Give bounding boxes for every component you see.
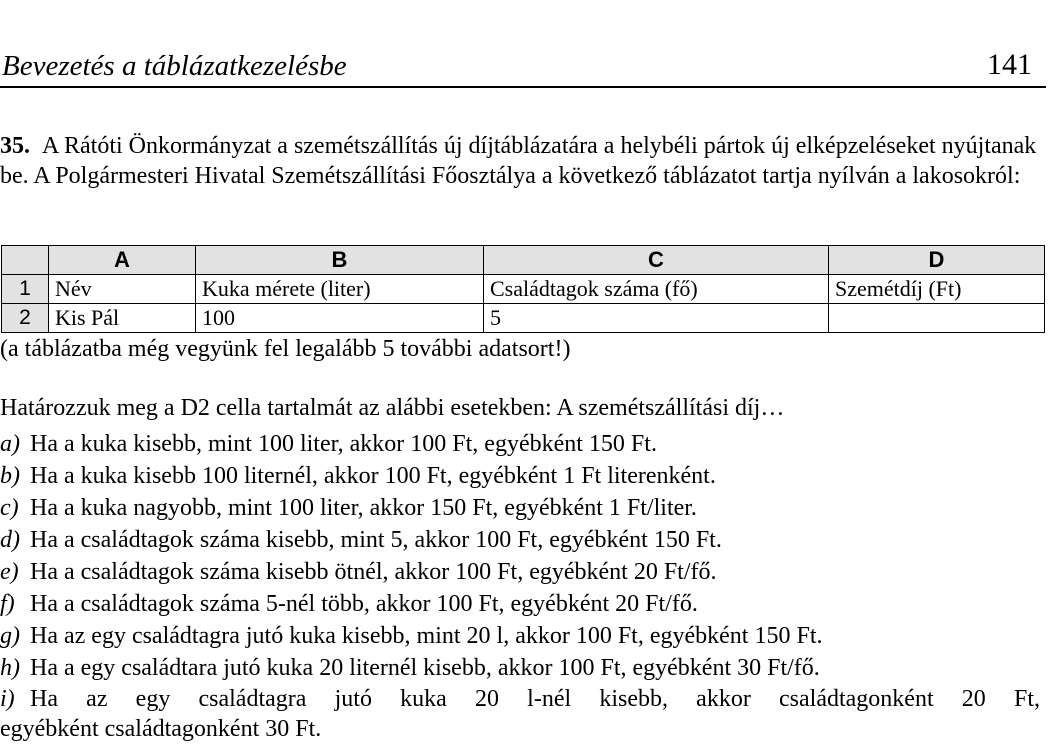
exercise-intro-text: A Rátóti Önkormányzat a szemétszállítás új díjtáblázatára a helybéli pártok új elképzeléseket nyújtanak be. A Polgármesteri Hivatal Szemétszállítási Főosztálya a következő táblázatot tartja nyílván a lakosokról: [0, 133, 1037, 189]
item-letter: a) [0, 431, 20, 457]
exercise-intro [0, 131, 1040, 191]
table-row [2, 304, 1045, 333]
column-header-row [2, 246, 1045, 275]
table-cell: Név [49, 275, 196, 304]
table-cell: 5 [484, 304, 829, 333]
list-item [0, 556, 1040, 588]
item-text: Ha a családtagok száma kisebb, mint 5, akkor 100 Ft, egyébként 150 Ft. [30, 527, 722, 553]
table-row [2, 275, 1045, 304]
item-letter: f) [0, 591, 15, 617]
item-letter: b) [0, 463, 20, 489]
list-item [0, 652, 1040, 684]
item-letter: e) [0, 559, 19, 585]
list-item [0, 620, 1040, 652]
page-number: 141 [987, 48, 1032, 81]
item-text: Ha a családtagok száma 5-nél több, akkor 100 Ft, egyébként 20 Ft/fő. [30, 591, 698, 617]
exercise-number: 35. [0, 133, 30, 159]
list-item [0, 588, 1040, 620]
table-cell: Családtagok száma (fő) [484, 275, 829, 304]
spreadsheet-table [1, 245, 1045, 333]
item-letter: d) [0, 527, 20, 553]
row-header: 1 [2, 275, 49, 304]
item-letter: i) [0, 686, 15, 712]
item-text: Ha a egy családtara jutó kuka 20 liternél kisebb, akkor 100 Ft, egyébként 30 Ft/fő. [30, 655, 820, 681]
row-header: 2 [2, 304, 49, 333]
table-cell: Kis Pál [49, 304, 196, 333]
table-note: (a táblázatba még vegyünk fel legalább 5 további adatsort!) [0, 336, 571, 362]
column-header: D [829, 246, 1045, 275]
item-text: Ha a családtagok száma kisebb ötnél, akkor 100 Ft, egyébként 20 Ft/fő. [30, 559, 717, 585]
item-letter: c) [0, 495, 19, 521]
list-item [0, 492, 1040, 524]
column-header: A [49, 246, 196, 275]
item-text: Ha a kuka nagyobb, mint 100 liter, akkor 150 Ft, egyébként 1 Ft/liter. [30, 495, 697, 521]
corner-cell [2, 246, 49, 275]
table-cell [829, 304, 1045, 333]
list-item [0, 460, 1040, 492]
item-text-continuation: egyébként családtagonként 30 Ft. [0, 716, 322, 742]
list-item [0, 684, 1040, 744]
column-header: C [484, 246, 829, 275]
table-cell: Szemétdíj (Ft) [829, 275, 1045, 304]
case-list [0, 428, 1040, 744]
question-text: Határozzuk meg a D2 cella tartalmát az alábbi esetekben: A szemétszállítási díj… [0, 395, 785, 421]
table-cell: 100 [196, 304, 484, 333]
item-text: Ha a kuka kisebb, mint 100 liter, akkor 100 Ft, egyébként 150 Ft. [30, 431, 657, 457]
table-cell: Kuka mérete (liter) [196, 275, 484, 304]
item-text: Ha az egy családtagra jutó kuka kisebb, mint 20 l, akkor 100 Ft, egyébként 150 Ft. [30, 623, 823, 649]
item-letter: h) [0, 655, 20, 681]
item-letter: g) [0, 623, 20, 649]
list-item [0, 524, 1040, 556]
running-header [0, 42, 1046, 88]
item-text: Ha az egy családtagra jutó kuka 20 l-nél kisebb, akkor családtagonként 20 Ft, [30, 686, 1040, 712]
chapter-title: Bevezetés a táblázatkezelésbe [2, 50, 347, 82]
item-text: Ha a kuka kisebb 100 liternél, akkor 100 Ft, egyébként 1 Ft literenként. [30, 463, 716, 489]
column-header: B [196, 246, 484, 275]
list-item [0, 428, 1040, 460]
